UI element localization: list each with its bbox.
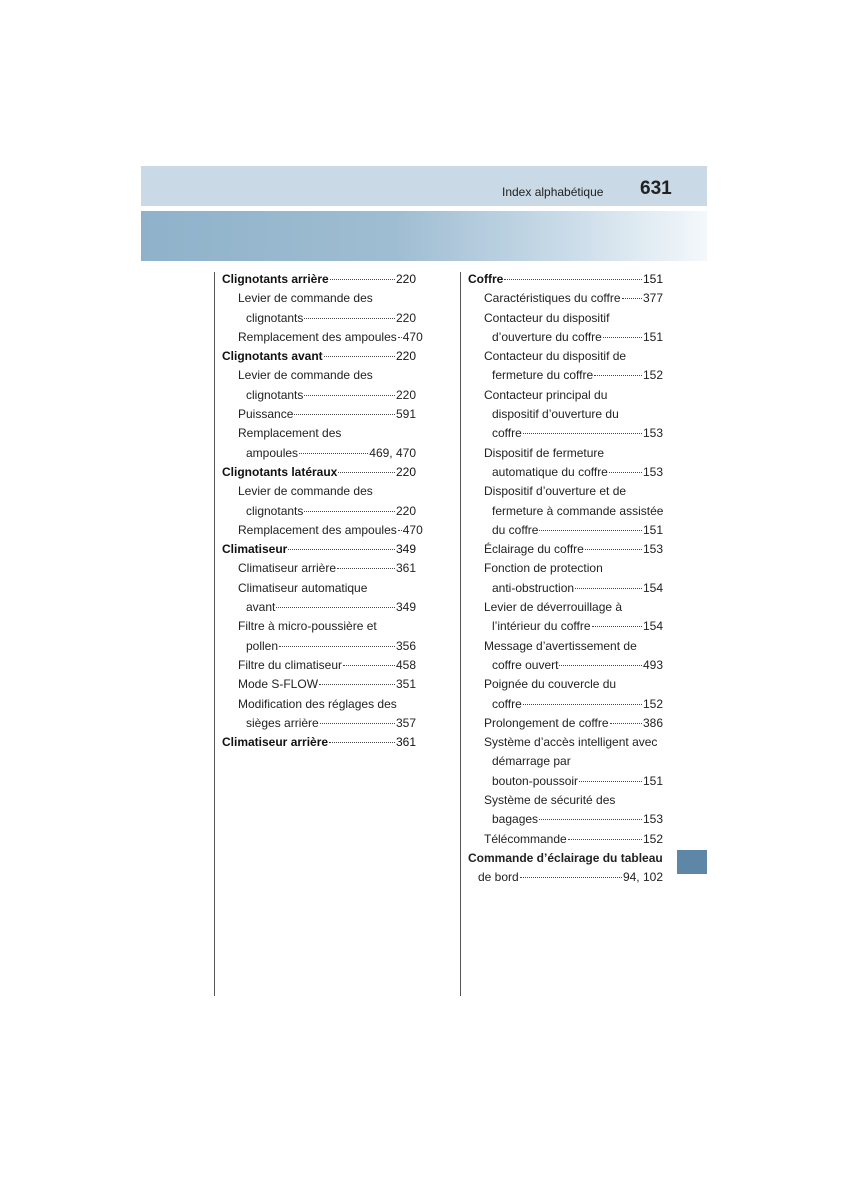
entry-page-number: 94, 102: [622, 870, 663, 885]
dot-leader: [559, 665, 641, 666]
dot-leader: [603, 337, 642, 338]
entry-term: Modification des réglages des: [238, 696, 397, 711]
entry-page-number: 151: [642, 272, 663, 286]
entry-term: de bord: [478, 870, 519, 885]
entry-term: coffre ouvert: [492, 657, 559, 672]
index-subentry: [468, 868, 663, 887]
index-subentry: [468, 830, 663, 849]
index-subentry: [222, 289, 416, 308]
index-subentry: [468, 289, 663, 308]
index-subentry: [222, 405, 416, 424]
index-subentry: [222, 598, 416, 617]
entry-term: avant: [246, 600, 276, 615]
entry-page-number: 152: [642, 368, 663, 383]
entry-term: du coffre: [492, 522, 539, 537]
index-entry: [222, 733, 416, 752]
entry-term: clignotants: [246, 310, 304, 325]
entry-page-number: 220: [395, 503, 416, 518]
index-subentry: [222, 637, 416, 656]
index-subentry: [222, 579, 416, 598]
index-subentry: [468, 424, 663, 443]
entry-term: Levier de commande des: [238, 368, 373, 383]
dot-leader: [539, 530, 641, 531]
index-subentry: [222, 309, 416, 328]
entry-term: dispositif d’ouverture du: [492, 407, 619, 422]
index-subentry: [468, 598, 663, 617]
entry-page-number: 349: [395, 600, 416, 615]
entry-page-number: 470: [402, 522, 423, 537]
entry-term: Levier de commande des: [238, 291, 373, 306]
entry-term: Coffre: [468, 272, 504, 286]
dot-leader: [319, 684, 395, 685]
entry-page-number: 458: [395, 657, 416, 672]
dot-leader: [398, 530, 402, 531]
entry-page-number: 153: [642, 812, 663, 827]
dot-leader: [504, 279, 642, 280]
dot-leader: [523, 704, 642, 705]
entry-term: clignotants: [246, 503, 304, 518]
index-subentry: [468, 733, 663, 752]
index-subentry: [468, 579, 663, 598]
entry-term: ampoules: [246, 445, 299, 460]
index-entry: [468, 849, 663, 868]
index-subentry: [222, 714, 416, 733]
dot-leader: [575, 588, 642, 589]
entry-term: Mode S-FLOW: [238, 677, 319, 692]
index-entry: [222, 270, 416, 289]
index-subentry: [222, 617, 416, 636]
dot-leader: [276, 607, 395, 608]
index-subentry: [222, 502, 416, 521]
entry-term: Clignotants arrière: [222, 272, 329, 286]
dot-leader: [294, 414, 395, 415]
entry-page-number: 386: [642, 715, 663, 730]
dot-leader: [594, 375, 642, 376]
index-subentry: [468, 347, 663, 366]
entry-page-number: 361: [395, 735, 416, 750]
dot-leader: [585, 549, 642, 550]
entry-page-number: 151: [642, 773, 663, 788]
index-subentry: [222, 366, 416, 385]
index-subentry: [222, 424, 416, 443]
index-subentry: [468, 328, 663, 347]
dot-leader: [324, 356, 395, 357]
entry-page-number: 151: [642, 522, 663, 537]
index-left-column: [222, 270, 423, 752]
index-entry: [468, 270, 663, 289]
index-entry: [222, 347, 416, 366]
entry-term: Éclairage du coffre: [484, 542, 584, 557]
entry-term: Remplacement des ampoules: [238, 329, 397, 344]
entry-page-number: 361: [395, 561, 416, 576]
entry-page-number: 220: [395, 272, 416, 286]
index-subentry: [468, 463, 663, 482]
entry-page-number: 349: [395, 542, 416, 557]
index-subentry: [468, 309, 663, 328]
index-subentry: [468, 482, 663, 501]
dot-leader: [299, 453, 368, 454]
entry-term: démarrage par: [492, 754, 571, 769]
dot-leader: [609, 472, 642, 473]
entry-term: Climatiseur arrière: [238, 561, 337, 576]
entry-term: Clignotants avant: [222, 349, 323, 364]
entry-term: Filtre à micro-poussière et: [238, 619, 377, 634]
dot-leader: [304, 318, 395, 319]
dot-leader: [622, 298, 642, 299]
entry-term: Commande d’éclairage du tableau: [468, 850, 663, 865]
left-column-rule: [214, 272, 215, 996]
entry-term: Climatiseur: [222, 542, 288, 557]
entry-page-number: 377: [642, 291, 663, 306]
entry-term: fermeture du coffre: [492, 368, 594, 383]
entry-term: Contacteur du dispositif: [484, 310, 610, 325]
index-subentry: [468, 559, 663, 578]
index-subentry: [222, 695, 416, 714]
entry-term: bouton-poussoir: [492, 773, 579, 788]
entry-term: coffre: [492, 426, 522, 441]
entry-page-number: 152: [642, 696, 663, 711]
index-subentry: [468, 695, 663, 714]
entry-page-number: 153: [642, 542, 663, 557]
index-subentry: [468, 405, 663, 424]
right-column-rule: [460, 272, 461, 996]
index-subentry: [468, 540, 663, 559]
dot-leader: [398, 337, 402, 338]
page-number: 631: [640, 178, 672, 199]
entry-term: fermeture à commande assistée: [492, 503, 664, 518]
dot-leader: [568, 839, 642, 840]
dot-leader: [304, 395, 395, 396]
entry-term: Remplacement des: [238, 426, 342, 441]
entry-term: Puissance: [238, 407, 294, 422]
entry-term: clignotants: [246, 387, 304, 402]
entry-page-number: 154: [642, 580, 663, 595]
index-entry: [222, 540, 416, 559]
dot-leader: [539, 819, 642, 820]
entry-term: Levier de commande des: [238, 484, 373, 499]
entry-term: Système d’accès intelligent avec: [484, 735, 658, 750]
index-subentry: [222, 675, 416, 694]
index-subentry: [468, 714, 663, 733]
entry-page-number: 153: [642, 464, 663, 479]
entry-page-number: 220: [395, 464, 416, 479]
entry-term: Dispositif d’ouverture et de: [484, 484, 627, 499]
entry-term: anti-obstruction: [492, 580, 575, 595]
entry-page-number: 152: [642, 831, 663, 846]
dot-leader: [338, 472, 395, 473]
entry-term: Filtre du climatiseur: [238, 657, 343, 672]
entry-term: pollen: [246, 638, 279, 653]
index-entry: [222, 463, 416, 482]
index-subentry: [468, 675, 663, 694]
entry-term: Télécommande: [484, 831, 567, 846]
index-subentry: [468, 366, 663, 385]
index-subentry: [468, 791, 663, 810]
dot-leader: [343, 665, 395, 666]
entry-term: Clignotants latéraux: [222, 464, 338, 479]
entry-term: Levier de déverrouillage à: [484, 600, 623, 615]
header-gradient-bar: [141, 211, 707, 261]
index-subentry: [222, 444, 416, 463]
entry-term: bagages: [492, 812, 539, 827]
entry-term: d’ouverture du coffre: [492, 329, 602, 344]
dot-leader: [330, 279, 395, 280]
entry-term: Message d’avertissement de: [484, 638, 637, 653]
entry-page-number: 154: [642, 619, 663, 634]
entry-term: Remplacement des ampoules: [238, 522, 397, 537]
entry-term: Contacteur principal du: [484, 387, 608, 402]
index-subentry: [222, 328, 423, 347]
entry-term: Prolongement de coffre: [484, 715, 609, 730]
entry-page-number: 469, 470: [369, 445, 416, 460]
index-subentry: [468, 637, 663, 656]
dot-leader: [337, 568, 395, 569]
index-subentry: [468, 521, 663, 540]
dot-leader: [579, 781, 642, 782]
entry-page-number: 153: [642, 426, 663, 441]
index-right-column: [468, 270, 663, 888]
entry-term: Caractéristiques du coffre: [484, 291, 621, 306]
entry-term: Climatiseur automatique: [238, 580, 368, 595]
entry-page-number: 356: [395, 638, 416, 653]
entry-term: l’intérieur du coffre: [492, 619, 591, 634]
entry-term: Contacteur du dispositif de: [484, 349, 627, 364]
dot-leader: [520, 877, 622, 878]
entry-term: Dispositif de fermeture: [484, 445, 605, 460]
dot-leader: [329, 742, 395, 743]
entry-term: Climatiseur arrière: [222, 735, 329, 750]
entry-term: Système de sécurité des: [484, 793, 616, 808]
index-subentry: [468, 772, 663, 791]
index-subentry: [468, 386, 663, 405]
dot-leader: [610, 723, 642, 724]
entry-term: Fonction de protection: [484, 561, 603, 576]
entry-page-number: 220: [395, 310, 416, 325]
entry-term: coffre: [492, 696, 522, 711]
entry-page-number: 151: [642, 329, 663, 344]
entry-page-number: 493: [642, 657, 663, 672]
page-title: Index alphabétique: [502, 185, 604, 199]
entry-page-number: 357: [395, 715, 416, 730]
index-subentry: [468, 444, 663, 463]
dot-leader: [320, 723, 395, 724]
section-tab: [677, 850, 707, 874]
dot-leader: [279, 646, 395, 647]
index-subentry: [222, 559, 416, 578]
index-subentry: [222, 482, 416, 501]
header-band: [141, 166, 707, 206]
entry-term: automatique du coffre: [492, 464, 608, 479]
index-subentry: [222, 656, 416, 675]
index-subentry: [222, 521, 423, 540]
entry-term: Poignée du couvercle du: [484, 677, 617, 692]
index-subentry: [468, 656, 663, 675]
entry-term: sièges arrière: [246, 715, 319, 730]
dot-leader: [304, 511, 395, 512]
dot-leader: [288, 549, 395, 550]
dot-leader: [592, 626, 642, 627]
entry-page-number: 470: [402, 329, 423, 344]
index-subentry: [468, 752, 663, 771]
entry-page-number: 591: [395, 407, 416, 422]
index-subentry: [222, 386, 416, 405]
entry-page-number: 220: [395, 387, 416, 402]
entry-page-number: 220: [395, 349, 416, 364]
index-subentry: [468, 502, 663, 521]
index-subentry: [468, 617, 663, 636]
index-subentry: [468, 810, 663, 829]
entry-page-number: 351: [395, 677, 416, 692]
dot-leader: [523, 433, 642, 434]
